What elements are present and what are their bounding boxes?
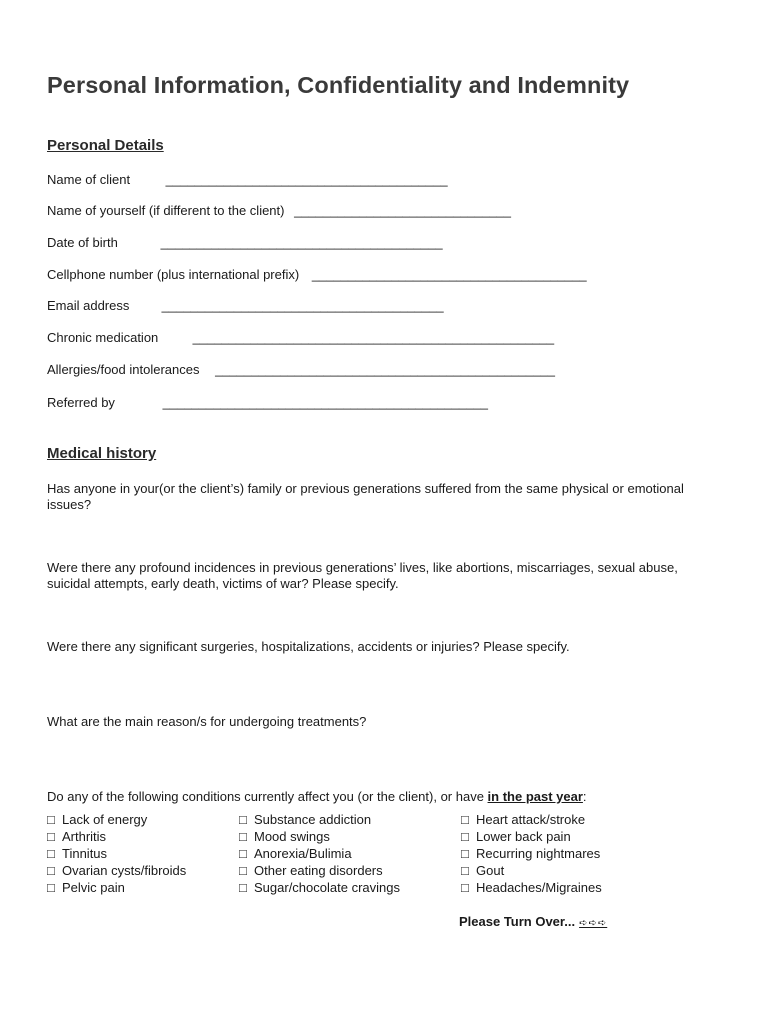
condition-label: Recurring nightmares [476, 846, 601, 861]
condition-ovarian-cysts [47, 862, 186, 879]
checkbox-icon[interactable]: □ [461, 846, 469, 861]
medical-history-heading: Medical history [47, 445, 157, 462]
checkbox-icon[interactable]: □ [239, 880, 247, 895]
conditions-prompt-prefix: Do any of the following conditions currently affect you (or the client), or have [47, 789, 488, 804]
condition-heart-attack-stroke [461, 811, 602, 828]
please-turn-over-text: Please Turn Over... [459, 914, 576, 929]
condition-label: Mood swings [254, 829, 330, 844]
condition-label: Sugar/chocolate cravings [254, 880, 400, 895]
field-label: Email address [47, 298, 130, 313]
personal-details-heading: Personal Details [47, 137, 164, 154]
field-chronic-medication [47, 330, 554, 346]
field-cellphone-number [47, 267, 587, 283]
checkbox-icon[interactable]: □ [239, 863, 247, 878]
checkbox-icon[interactable]: □ [461, 863, 469, 878]
checkbox-icon[interactable]: □ [239, 846, 247, 861]
condition-recurring-nightmares [461, 845, 602, 862]
date-of-birth-input-line[interactable]: _______________________________________ [160, 235, 443, 250]
condition-lack-of-energy [47, 811, 186, 828]
field-label: Allergies/food intolerances [47, 362, 200, 377]
condition-label: Ovarian cysts/fibroids [62, 863, 187, 878]
field-label: Referred by [47, 395, 115, 410]
condition-tinnitus [47, 845, 186, 862]
question-surgeries: Were there any significant surgeries, hospitalizations, accidents or injuries? Please specify. [47, 639, 570, 654]
condition-label: Tinnitus [62, 846, 108, 861]
cellphone-number-input-line[interactable]: ______________________________________ [311, 267, 587, 282]
checkbox-icon[interactable]: □ [47, 846, 55, 861]
condition-headaches-migraines [461, 879, 602, 896]
conditions-prompt [47, 789, 707, 805]
email-address-input-line[interactable]: _______________________________________ [161, 298, 444, 313]
condition-other-eating-disorders [239, 862, 400, 879]
field-allergies [47, 362, 555, 378]
allergies-input-line[interactable]: _______________________________________________ [215, 362, 555, 377]
field-name-of-yourself [47, 203, 511, 219]
condition-label: Substance addiction [254, 812, 372, 827]
condition-label: Anorexia/Bulimia [254, 846, 352, 861]
field-label: Name of yourself (if different to the client) [47, 203, 285, 218]
field-referred-by [47, 395, 488, 411]
conditions-column-1 [47, 811, 186, 896]
condition-label: Pelvic pain [62, 880, 125, 895]
checkbox-icon[interactable]: □ [47, 863, 55, 878]
page-title: Personal Information, Confidentiality and Indemnity [47, 72, 630, 98]
name-of-yourself-input-line[interactable]: ______________________________ [294, 203, 512, 218]
conditions-prompt-suffix: : [582, 789, 587, 804]
conditions-prompt-emphasis: in the past year [487, 789, 583, 804]
question-main-reasons: What are the main reason/s for undergoing treatments? [47, 714, 367, 729]
checkbox-icon[interactable]: □ [239, 829, 247, 844]
conditions-column-3 [461, 811, 602, 896]
name-of-client-input-line[interactable]: _______________________________________ [165, 172, 448, 187]
referred-by-input-line[interactable]: _____________________________________________ [162, 395, 488, 410]
checkbox-icon[interactable]: □ [47, 829, 55, 844]
condition-label: Lower back pain [476, 829, 571, 844]
condition-sugar-cravings [239, 879, 400, 896]
condition-arthritis [47, 828, 186, 845]
condition-label: Lack of energy [62, 812, 148, 827]
field-label: Cellphone number (plus international prefix) [47, 267, 300, 282]
condition-pelvic-pain [47, 879, 186, 896]
condition-anorexia-bulimia [239, 845, 400, 862]
checkbox-icon[interactable]: □ [47, 812, 55, 827]
please-turn-over [459, 914, 607, 929]
field-label: Date of birth [47, 235, 118, 250]
field-email-address [47, 298, 444, 314]
arrow-right-icon: ➪➪➪ [579, 918, 608, 929]
field-label: Name of client [47, 172, 131, 187]
condition-label: Arthritis [62, 829, 107, 844]
condition-mood-swings [239, 828, 400, 845]
checkbox-icon[interactable]: □ [461, 880, 469, 895]
checkbox-icon[interactable]: □ [461, 812, 469, 827]
condition-label: Other eating disorders [254, 863, 383, 878]
chronic-medication-input-line[interactable]: __________________________________________________ [192, 330, 555, 345]
question-family-history: Has anyone in your(or the client’s) family or previous generations suffered from the same physical or emotional issues? [47, 481, 684, 512]
checkbox-icon[interactable]: □ [47, 880, 55, 895]
condition-gout [461, 862, 602, 879]
condition-substance-addiction [239, 811, 400, 828]
field-date-of-birth [47, 235, 443, 251]
question-profound-incidences: Were there any profound incidences in previous generations’ lives, like abortions, miscarriages, sexual abuse, suicidal attempts, early death, victims of war? Please specify. [47, 560, 678, 591]
field-label: Chronic medication [47, 330, 159, 345]
condition-label: Gout [476, 863, 505, 878]
condition-lower-back-pain [461, 828, 602, 845]
checkbox-icon[interactable]: □ [461, 829, 469, 844]
condition-label: Heart attack/stroke [476, 812, 586, 827]
condition-label: Headaches/Migraines [476, 880, 602, 895]
checkbox-icon[interactable]: □ [239, 812, 247, 827]
field-name-of-client [47, 172, 448, 188]
conditions-column-2 [239, 811, 400, 896]
